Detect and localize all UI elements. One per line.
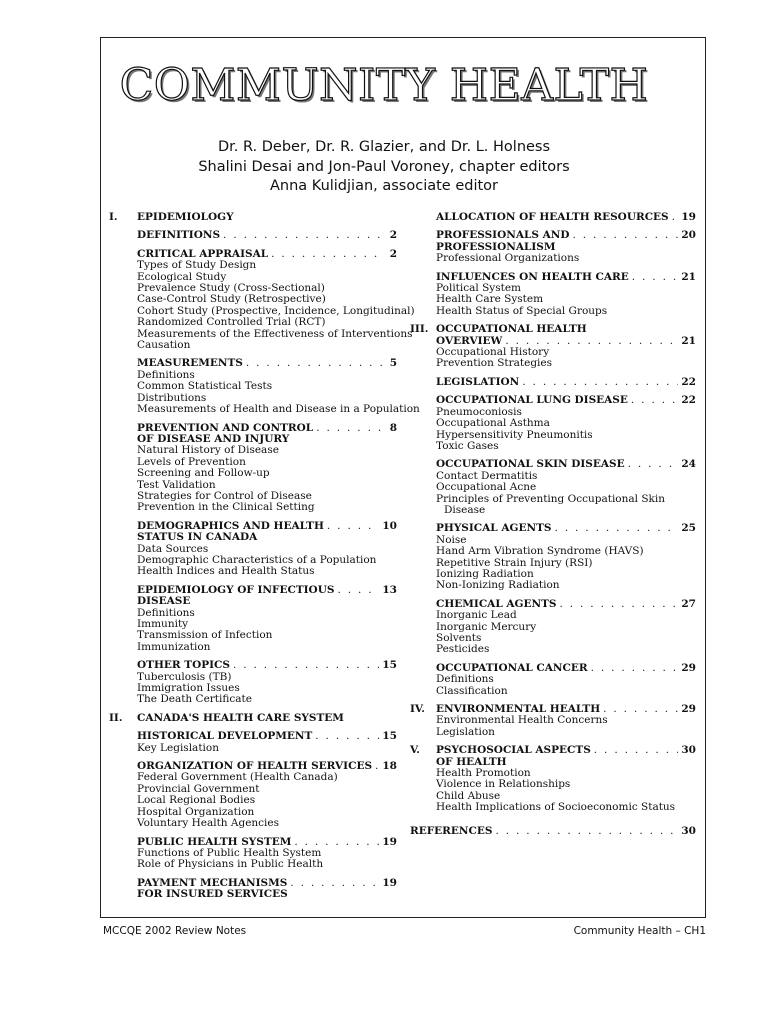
toc-subitem[interactable]: Inorganic Mercury [436,620,537,633]
dot-leader [603,704,678,715]
page-number: 22 [681,375,696,388]
toc-subitem[interactable]: Child Abuse [436,789,501,802]
toc-entry [410,212,696,223]
section-title-cont: OF HEALTH [436,755,507,768]
toc-subitem[interactable]: Solvents [436,632,482,644]
page-number: 24 [681,458,696,471]
toc-subitem[interactable]: Demographic Characteristics of a Population [137,553,377,566]
section-title: ENVIRONMENTAL HEALTH [436,703,601,716]
page-number: 8 [389,421,397,434]
toc-entry-heading[interactable] [436,212,696,223]
toc-subitem[interactable]: Definitions [436,673,494,686]
toc-entry [109,660,397,706]
toc-subitem[interactable]: Provincial Government [137,782,260,795]
toc-entry-heading[interactable] [137,731,397,742]
toc-subitem[interactable]: Principles of Preventing Occupational Skin [436,492,666,505]
toc-entry-title: CRITICAL APPRAISAL [137,247,269,260]
associate-editor-line: Anna Kulidjian, associate editor [269,178,499,194]
section-number: I. [109,211,118,223]
dot-leader [522,377,678,388]
dot-leader [594,745,679,756]
page-number: 5 [389,357,397,370]
dot-leader [316,423,384,434]
toc-section [410,704,696,738]
toc-entry-heading[interactable] [137,230,397,241]
dot-leader [337,585,379,596]
toc-subitem[interactable]: Case-Control Study (Retrospective) [137,293,326,306]
toc-entry-title-cont: STATUS IN CANADA [137,531,258,544]
toc-entry-title: INFLUENCES ON HEALTH CARE [436,270,629,283]
dot-leader [233,660,379,671]
toc-entry-title: PAYMENT MECHANISMS [137,876,288,889]
dot-leader [628,459,679,470]
toc-subitem[interactable]: Natural History of Disease [137,444,279,457]
page-number: 15 [382,730,397,743]
toc-entry [109,837,397,871]
dot-leader [315,731,379,742]
dot-leader [246,358,384,369]
page-number: 10 [382,519,397,532]
toc-subitem[interactable]: Health Promotion [436,767,531,780]
toc-subitem[interactable]: Hypersensitivity Pneumonitis [436,428,593,441]
toc-entry-title: OCCUPATIONAL LUNG DISEASE [436,394,628,407]
toc-subitem[interactable]: Distributions [137,391,207,404]
toc-subitem[interactable]: Definitions [137,606,195,619]
toc-subitem[interactable]: Health Care System [436,293,544,306]
toc-entry-heading[interactable] [436,377,696,388]
toc-entry [109,521,397,578]
toc-entry-title: PREVENTION AND CONTROL [137,421,314,434]
toc-subitem[interactable]: Data Sources [137,542,209,555]
dot-leader [554,523,678,534]
page-number: 29 [681,661,696,674]
toc-entry-title: PROFESSIONALS AND [436,229,570,242]
dot-leader [223,230,384,241]
toc-subitem[interactable]: Health Indices and Health Status [137,565,315,578]
page-number: 13 [382,583,397,596]
dot-leader [632,272,679,283]
toc-subitem[interactable]: Occupational Asthma [436,417,550,430]
section-title[interactable]: OCCUPATIONAL HEALTH [436,323,587,336]
toc-subitem[interactable]: Measurements of Health and Disease in a Population [137,403,420,416]
toc-subitem[interactable]: Prevention in the Clinical Setting [137,501,315,514]
toc-subitem[interactable]: Legislation [436,725,495,738]
toc-subitem[interactable]: Tuberculosis (TB) [137,670,232,683]
toc-subitem[interactable]: Screening and Follow-up [137,467,270,480]
dot-leader [271,249,384,260]
toc-subitem[interactable]: The Death Certificate [137,693,252,706]
toc-entry [410,599,696,656]
toc-subitem[interactable]: Prevalence Study (Cross-Sectional) [137,282,325,295]
toc-subitem[interactable]: Ionizing Radiation [436,567,534,580]
toc-entry-title: EPIDEMIOLOGY OF INFECTIOUS [137,583,335,596]
toc-subitem[interactable]: Professional Organizations [436,252,580,265]
toc-subitem[interactable]: Non-Ionizing Radiation [436,579,560,592]
toc-subitem[interactable]: Levels of Prevention [137,455,246,468]
toc-entry-title: LEGISLATION [436,375,520,388]
toc-entry-title: HISTORICAL DEVELOPMENT [137,730,313,743]
toc-subitem[interactable]: Pesticides [436,643,490,656]
toc-entry-title: OTHER TOPICS [137,659,230,672]
toc-subitem[interactable]: Ecological Study [137,270,227,283]
toc-entry [109,357,420,416]
toc-entry [109,878,397,901]
toc-entry-title-cont: DISEASE [137,595,191,608]
toc-subitem[interactable]: Prevention Strategies [436,357,553,370]
toc-entry-title-cont: FOR INSURED SERVICES [137,888,288,901]
toc-entry-title: OVERVIEW [436,334,503,347]
editor-line: Shalini Desai and Jon-Paul Voroney, chapter editors [198,158,570,175]
page-number: 29 [681,703,696,716]
toc-right-column [410,212,696,837]
toc-entry-title: OCCUPATIONAL SKIN DISEASE [436,458,625,471]
toc-subitem[interactable]: Definitions [137,368,195,381]
toc-subitem[interactable]: Contact Dermatitis [436,469,538,482]
toc-section [410,745,696,813]
toc-subitem[interactable]: Immigration Issues [137,682,240,695]
toc-entry-heading[interactable] [436,523,696,534]
toc-subitem[interactable]: Classification [436,684,508,697]
page-number: 19 [382,876,397,889]
toc-subitem[interactable]: Noise [436,533,467,546]
toc-subitem[interactable]: Health Implications of Socioeconomic Status [436,801,676,814]
toc-subitem[interactable]: Environmental Health Concerns [436,714,608,727]
toc-entry-title: PUBLIC HEALTH SYSTEM [137,835,292,848]
section-heading-row [436,745,696,756]
toc-subitem[interactable]: Common Statistical Tests [137,380,273,393]
toc-subitem[interactable]: Occupational History [436,346,550,359]
page-number: 15 [382,659,397,672]
page-number: 2 [389,229,397,242]
toc-entry [109,423,397,514]
dot-leader [631,395,678,406]
toc-subitem[interactable]: Health Status of Special Groups [436,304,608,317]
toc-subitem[interactable]: Strategies for Control of Disease [137,489,312,502]
toc-entry-title: MEASUREMENTS [137,357,243,370]
toc-entry [109,247,415,352]
dot-leader [591,663,679,674]
toc-subitem[interactable]: Hand Arm Vibration Syndrome (HAVS) [436,545,644,558]
section-title[interactable]: CANADA'S HEALTH CARE SYSTEM [137,711,344,724]
page-number: 27 [681,597,696,610]
toc-subitem[interactable]: Types of Study Design [137,259,257,272]
section-number: II. [109,711,123,724]
toc-subitem[interactable]: Repetitive Strain Injury (RSI) [436,556,593,569]
dot-leader [327,521,379,532]
toc-subitem-cont: Disease [444,503,486,516]
toc-entry-title: DEFINITIONS [137,229,221,242]
toc-entry [109,731,397,754]
dot-leader [559,599,678,610]
authors-block [0,138,768,197]
toc-subitem[interactable]: Functions of Public Health System [137,846,322,859]
toc-section [410,324,696,335]
page-number: 2 [389,247,397,260]
page-number: 19 [382,835,397,848]
references-row [410,826,696,837]
page-number: 22 [681,394,696,407]
section-heading[interactable] [410,704,696,738]
section-number: IV. [410,703,425,716]
toc-entry [410,459,696,516]
toc-subitem[interactable]: Federal Government (Health Canada) [137,771,338,784]
toc-entry-heading[interactable] [137,660,397,671]
dot-leader [375,761,379,772]
toc-subitem[interactable]: Causation [137,339,191,352]
toc-subitem[interactable]: Hospital Organization [137,805,255,818]
footer-chapter: Community Health – CH1 [573,925,706,937]
dot-leader [290,878,379,889]
toc-entry [410,395,696,452]
page-number: 21 [681,334,696,347]
toc-entry-heading[interactable] [436,395,696,406]
toc-entry [109,585,397,653]
toc-entry-title-cont: PROFESSIONALISM [436,240,556,253]
toc-subitem[interactable]: Role of Physicians in Public Health [137,858,324,871]
toc-entry [410,663,696,697]
toc-section [109,212,397,223]
page-number: 21 [681,270,696,283]
toc-entry [410,377,696,388]
toc-subitem[interactable]: Test Validation [137,478,216,491]
toc-references[interactable] [410,826,696,837]
page-number: 19 [681,211,696,223]
section-number: III. [410,323,429,336]
toc-entry-title: DEMOGRAPHICS AND HEALTH [137,519,324,532]
section-title[interactable]: EPIDEMIOLOGY [137,211,234,223]
page-number: 30 [681,824,696,837]
toc-entry [410,272,696,318]
author-line: Dr. R. Deber, Dr. R. Glazier, and Dr. L. Holness [217,139,551,155]
page-title: COMMUNITY HEALTH [119,60,649,111]
section-title: PSYCHOSOCIAL ASPECTS [436,744,591,757]
page-number: 30 [681,744,696,757]
toc-subitem[interactable]: Local Regional Bodies [137,794,256,807]
toc-entry [410,523,696,591]
page-number: 18 [382,760,397,773]
toc-subitem[interactable]: Political System [436,282,521,295]
toc-entry [109,761,397,829]
toc-entry [109,230,397,241]
toc-subitem[interactable]: Voluntary Health Agencies [137,817,280,830]
toc-entry [410,230,696,264]
toc-entry-title: ALLOCATION OF HEALTH RESOURCES [436,211,669,223]
toc-subitem[interactable]: Immunity [137,618,189,630]
toc-subitem[interactable]: Immunization [137,640,211,653]
dot-leader [572,230,678,241]
toc-entry [410,336,696,370]
toc-subitem[interactable]: Transmission of Infection [137,629,273,642]
toc-entry-title: ORGANIZATION OF HEALTH SERVICES [137,760,373,773]
toc-section [109,713,397,724]
toc-entry-title: CHEMICAL AGENTS [436,597,557,610]
section-heading[interactable] [410,745,696,813]
toc-entry-title-cont: OF DISEASE AND INJURY [137,432,290,445]
toc-subitem[interactable]: Measurements of the Effectiveness of Interventions [137,327,413,340]
toc-entry-heading[interactable] [436,459,696,470]
toc-subitem[interactable]: Toxic Gases [436,439,499,452]
footer-source: MCCQE 2002 Review Notes [103,925,247,937]
toc-subitem[interactable]: Inorganic Lead [436,609,517,622]
toc-entry-title: PHYSICAL AGENTS [436,522,552,535]
dot-leader [495,826,678,837]
section-number: V. [410,744,420,757]
page-number: 20 [681,229,696,242]
references-title: REFERENCES [410,824,493,837]
toc-subitem[interactable]: Randomized Controlled Trial (RCT) [137,316,326,329]
toc-subitem[interactable]: Occupational Acne [436,481,537,494]
dot-leader [672,212,679,223]
toc-subitem[interactable]: Violence in Relationships [436,778,571,791]
toc-subitem[interactable]: Pneumoconiosis [436,405,522,418]
toc-subitem[interactable]: Cohort Study (Prospective, Incidence, Longitudinal) [137,304,415,317]
toc-entry-title: OCCUPATIONAL CANCER [436,661,588,674]
toc-subitem[interactable]: Key Legislation [137,741,219,754]
page-number: 25 [681,522,696,535]
